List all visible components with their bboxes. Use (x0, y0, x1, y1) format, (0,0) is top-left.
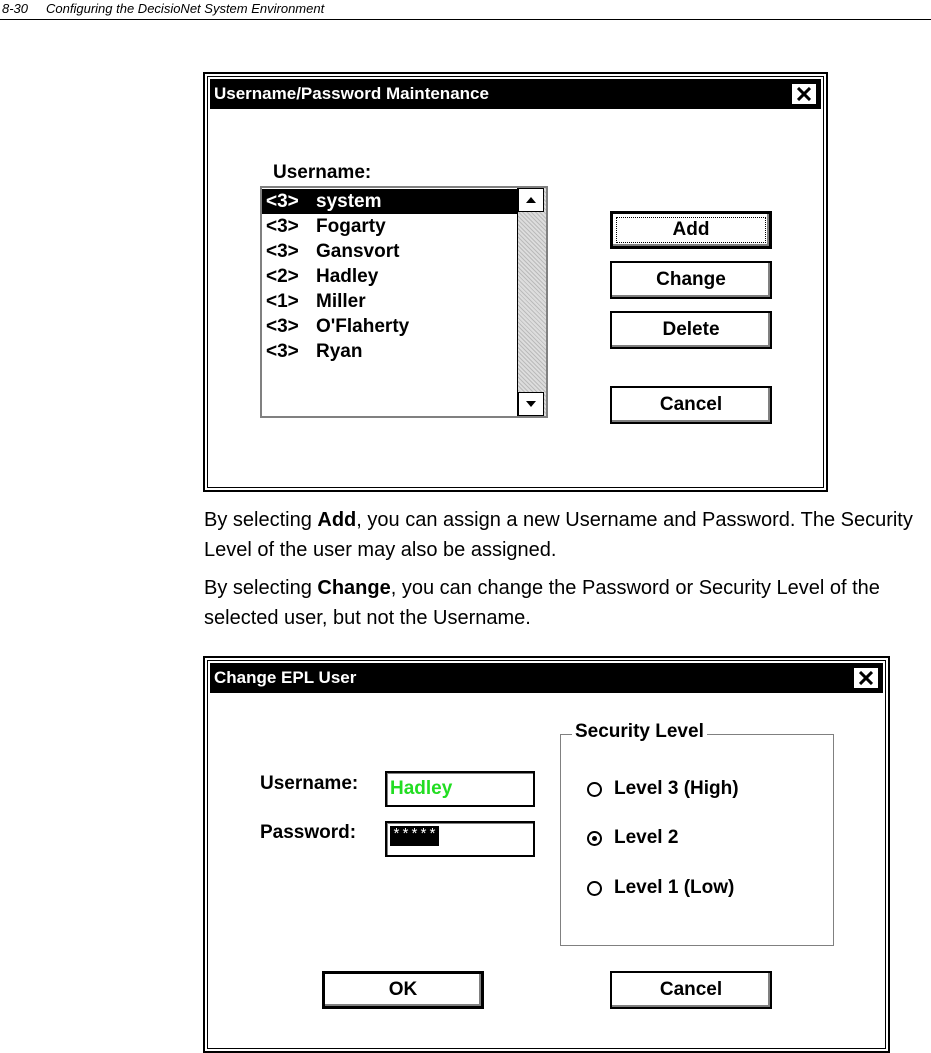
page-number: 8-30 (2, 1, 29, 16)
scroll-down-button[interactable] (518, 392, 544, 416)
user-level: <3> (266, 316, 299, 337)
chapter-title: Configuring the DecisioNet System Environment (46, 1, 325, 16)
scroll-up-button[interactable] (518, 188, 544, 212)
user-level: <1> (266, 291, 299, 312)
close-button[interactable] (791, 83, 817, 105)
paragraph-add (204, 505, 929, 565)
triangle-down-icon (525, 400, 537, 408)
username-field[interactable] (385, 771, 535, 807)
paragraph-change (204, 573, 929, 633)
username-value: Hadley (390, 778, 453, 799)
user-list-item[interactable] (262, 289, 517, 314)
change-button[interactable]: Change (610, 261, 772, 299)
password-label: Password: (260, 822, 357, 843)
user-list (262, 189, 517, 364)
close-icon (859, 671, 873, 685)
security-level-label: Level 2 (614, 827, 679, 848)
security-level-title: Security Level (572, 721, 707, 743)
password-value: ***** (392, 827, 438, 844)
user-list-item[interactable] (262, 189, 517, 214)
radio-unchecked-icon (587, 881, 602, 896)
para2-text-a: By selecting (204, 577, 318, 599)
user-name: Hadley (316, 266, 379, 287)
running-header (0, 0, 931, 20)
user-level: <3> (266, 241, 299, 262)
user-list-item[interactable] (262, 264, 517, 289)
security-level-radio[interactable] (587, 827, 678, 849)
para2-emphasis: Change (317, 577, 391, 599)
user-level: <3> (266, 341, 299, 362)
vertical-scrollbar[interactable] (517, 188, 546, 416)
user-name: Miller (316, 291, 366, 312)
dialog-titlebar (210, 663, 883, 693)
ok-button[interactable]: OK (322, 971, 484, 1009)
user-level: <3> (266, 216, 299, 237)
delete-button[interactable]: Delete (610, 311, 772, 349)
para2-text-b: , you can change the Password or Security Level of the selected user, but not the Username. (204, 577, 880, 629)
para1-text-b: , you can assign a new Username and Password. The Security Level of the user may also be assigned. (204, 509, 913, 561)
cancel-button[interactable]: Cancel (610, 971, 772, 1009)
user-list-item[interactable] (262, 239, 517, 264)
user-list-item[interactable] (262, 339, 517, 364)
para1-emphasis: Add (317, 509, 357, 531)
user-list-item[interactable] (262, 314, 517, 339)
user-name: O'Flaherty (316, 316, 410, 337)
security-level-radio[interactable] (587, 778, 739, 800)
user-level: <2> (266, 266, 299, 287)
user-name: system (316, 191, 382, 212)
cancel-button[interactable]: Cancel (610, 386, 772, 424)
username-label: Username: (260, 773, 359, 794)
username-listbox[interactable] (260, 186, 548, 418)
user-name: Fogarty (316, 216, 386, 237)
radio-checked-icon (587, 831, 602, 846)
add-button[interactable]: Add (610, 211, 772, 249)
security-level-radio[interactable] (587, 877, 734, 899)
security-level-label: Level 1 (Low) (614, 877, 735, 898)
close-button[interactable] (853, 667, 879, 689)
user-list-item[interactable] (262, 214, 517, 239)
triangle-up-icon (525, 196, 537, 204)
username-list-label: Username: (273, 162, 372, 183)
dialog-title: Change EPL User (214, 668, 357, 687)
para1-text-a: By selecting (204, 509, 318, 531)
user-name: Gansvort (316, 241, 400, 262)
user-name: Ryan (316, 341, 363, 362)
user-level: <3> (266, 191, 299, 212)
close-icon (797, 87, 811, 101)
password-field[interactable] (385, 821, 535, 857)
dialog-title: Username/Password Maintenance (214, 84, 489, 103)
username-password-dialog (203, 72, 828, 492)
security-level-label: Level 3 (High) (614, 778, 739, 799)
radio-unchecked-icon (587, 782, 602, 797)
change-epl-user-dialog (203, 656, 890, 1053)
dialog-titlebar (210, 79, 821, 109)
